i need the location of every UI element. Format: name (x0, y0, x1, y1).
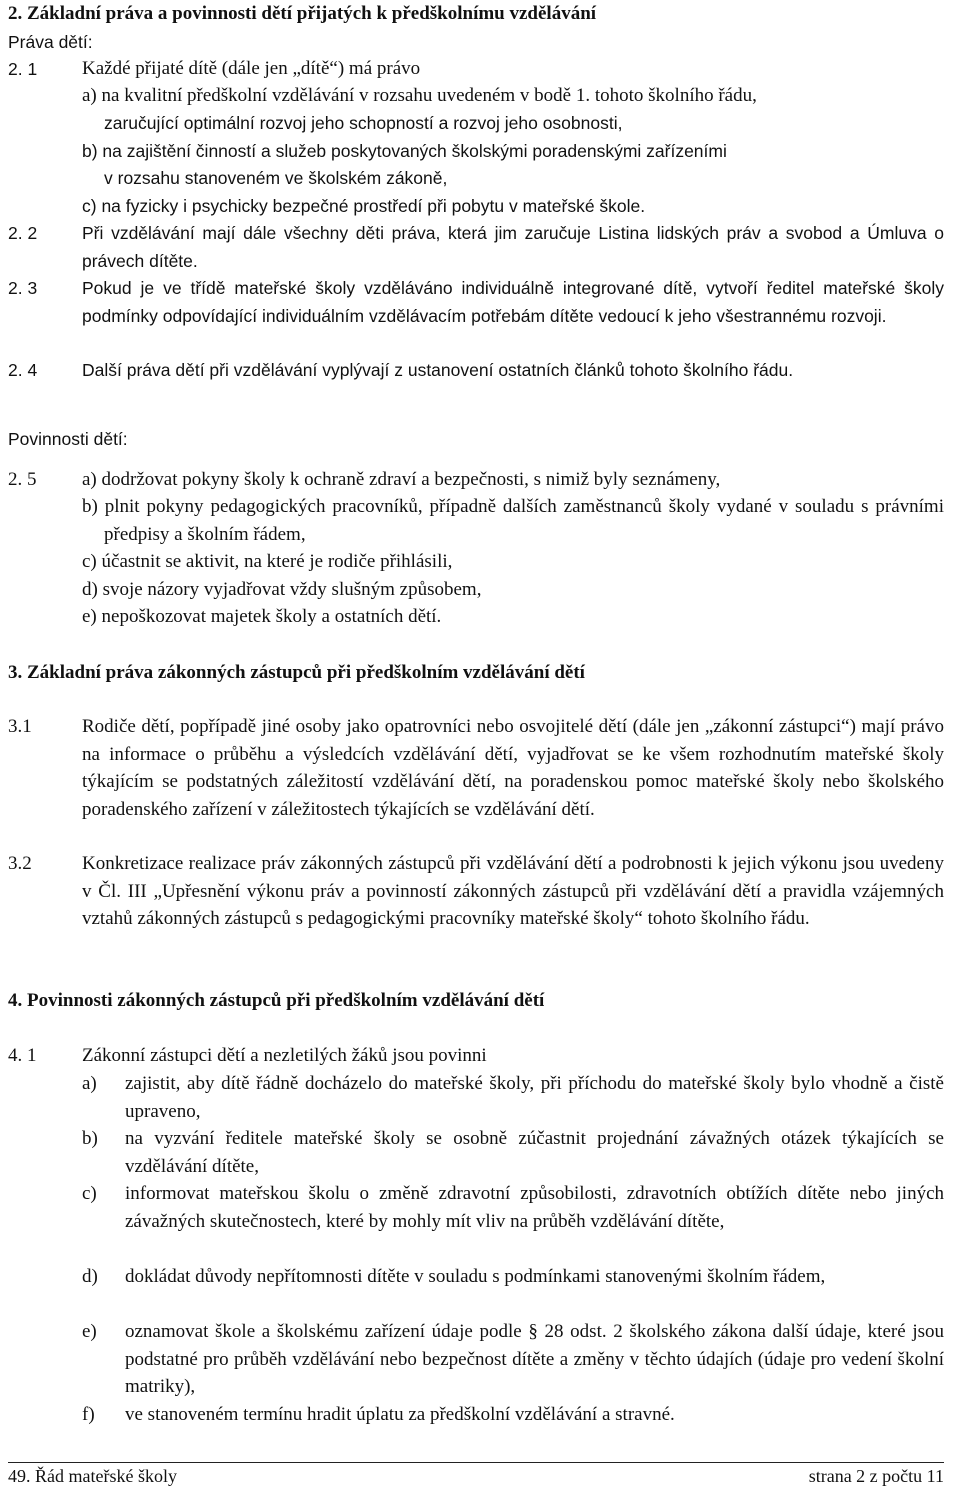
p32-number: 3.2 (8, 853, 32, 874)
p25-c: c) účastnit se aktivit, na které je rodiče přihlásili, (82, 551, 453, 572)
p22-number: 2. 2 (8, 223, 38, 243)
p41-item-text: ve stanoveném termínu hradit úplatu za předškolní vzdělávání a stravné. (125, 1404, 675, 1425)
p41-item-label: e) (82, 1321, 97, 1342)
footer-document-title: 49. Řád mateřské školy (8, 1466, 177, 1486)
p22-text: Při vzdělávání mají dále všechny děti práva, která jim zaručuje Listina lidských práv a svobod a Úmluva o právech dítěte. (82, 223, 944, 271)
p41-number: 4. 1 (8, 1045, 37, 1066)
p24-number: 2. 4 (8, 360, 38, 380)
p41-item-text: zajistit, aby dítě řádně docházelo do mateřské školy, při příchodu do mateřské školy bylo vhodně a čistě upraveno, (125, 1073, 944, 1122)
p25-d: d) svoje názory vyjadřovat vždy slušným způsobem, (82, 579, 482, 600)
p21-intro: Každé přijaté dítě (dále jen „dítě“) má právo (82, 58, 421, 79)
p25-a: a) dodržovat pokyny školy k ochraně zdraví a bezpečnosti, s nimiž byly seznámeny, (82, 469, 721, 490)
rights-label: Práva dětí: (8, 32, 93, 52)
p41-item-label: b) (82, 1128, 98, 1149)
section-2-heading: 2. Základní práva a povinnosti dětí přijatých k předškolnímu vzdělávání (8, 3, 597, 24)
p21-a-line1: a) na kvalitní předškolní vzdělávání v rozsahu uvedeném v bodě 1. tohoto školního řádu, (82, 85, 757, 106)
p21-b-line1: b) na zajištění činností a služeb poskytovaných školskými poradenskými zařízeními (82, 141, 727, 161)
section-4-heading: 4. Povinnosti zákonných zástupců při předškolním vzdělávání dětí (8, 990, 545, 1011)
p31-number: 3.1 (8, 716, 32, 737)
p23-number: 2. 3 (8, 278, 38, 298)
p21-b-line2: v rozsahu stanoveném ve školském zákoně, (104, 168, 448, 188)
p41-item-text: dokládat důvody nepřítomnosti dítěte v souladu s podmínkami stanovenými školním řádem, (125, 1266, 826, 1287)
p32-text: Konkretizace realizace práv zákonných zástupců při vzdělávání dětí a podrobnosti k jejich výkonu jsou uvedeny v Čl. III „Upřesnění výkonu práv a povinností zákonných zástupců při vzdělávání dětí a pravidla vzájemných vztahů zákonných zástupců s pedagogickými pracovníky mateřské školy“ tohoto školního řádu. (82, 853, 944, 929)
p41-item-label: a) (82, 1073, 97, 1094)
p41-item-text: na vyzvání ředitele mateřské školy se osobně zúčastnit projednání závažných otázek týkajících se vzdělávání dítěte, (125, 1128, 944, 1177)
footer-page-number: strana 2 z počtu 11 (808, 1466, 944, 1486)
p41-item-label: d) (82, 1266, 98, 1287)
p41-item-text: informovat mateřskou školu o změně zdravotní způsobilosti, zdravotních obtížích dítěte nebo jiných závažných skutečnostech, které by mohly mít vliv na průběh vzdělávání dítěte, (125, 1183, 944, 1232)
p23-text: Pokud je ve třídě mateřské školy vzděláváno individuálně integrované dítě, vytvoří ředitel mateřské školy podmínky odpovídající individuálním vzdělávacím potřebám dítěte vedoucí k jeho všestrannému rozvoji. (82, 278, 944, 326)
p41-item-label: f) (82, 1404, 95, 1425)
p25-e: e) nepoškozovat majetek školy a ostatních dětí. (82, 606, 442, 627)
p41-item-label: c) (82, 1183, 97, 1204)
duties-label: Povinnosti dětí: (8, 429, 128, 449)
p25-number: 2. 5 (8, 469, 37, 490)
p41-intro: Zákonní zástupci dětí a nezletilých žáků jsou povinni (82, 1045, 487, 1066)
p31-text: Rodiče dětí, popřípadě jiné osoby jako opatrovníci nebo osvojitelé dětí (dále jen „zákonní zástupci“) mají právo na informace o průběhu a výsledcích vzdělávání dětí, vyjadřovat se ke všem rozhodnutím mateřské školy týkajícím se podstatných záležitostí vzdělávání dětí, na poradenskou pomoc mateřské školy nebo školského poradenského zařízení v záležitostech týkajících se vzdělávání dětí. (82, 716, 944, 820)
section-3-heading: 3. Základní práva zákonných zástupců při předškolním vzdělávání dětí (8, 662, 585, 683)
p41-item-text: oznamovat škole a školskému zařízení údaje podle § 28 odst. 2 školského zákona další údaje, které jsou podstatné pro průběh vzdělávání nebo bezpečnost dítěte a změny v těchto údajích (údaje pro vedení školní matriky), (125, 1321, 944, 1397)
p21-c: c) na fyzicky i psychicky bezpečné prostředí při pobytu v mateřské škole. (82, 196, 646, 216)
p25-b: b) plnit pokyny pedagogických pracovníků, případně dalších zaměstnanců školy vydané v souladu s právními předpisy a školním řádem, (82, 496, 944, 545)
p24-text: Další práva dětí při vzdělávání vyplývají z ustanovení ostatních článků tohoto školního řádu. (82, 360, 794, 380)
p21-a-line2: zaručující optimální rozvoj jeho schopností a rozvoj jeho osobnosti, (104, 113, 623, 133)
p21-number: 2. 1 (8, 59, 38, 79)
